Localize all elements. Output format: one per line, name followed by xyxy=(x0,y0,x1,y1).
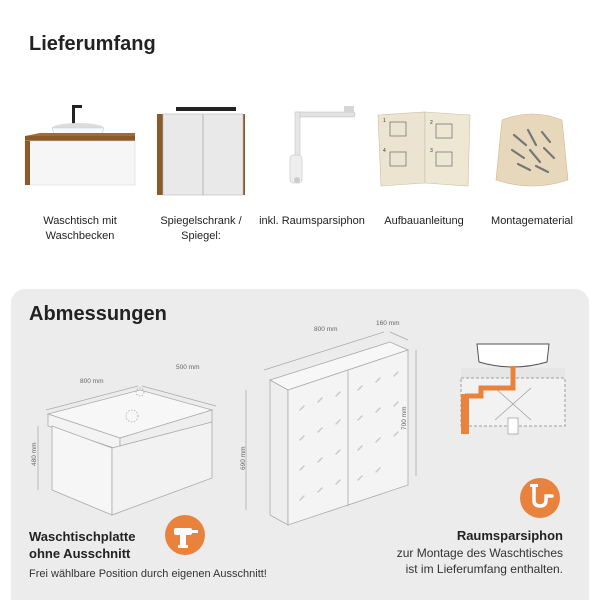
manual-step-1: 1 xyxy=(383,118,386,124)
item-mirror-cabinet xyxy=(141,100,261,244)
siphon-icon xyxy=(520,478,560,518)
siphon-badge xyxy=(520,478,560,518)
siphon-line2: ist im Lieferumfang enthalten. xyxy=(405,562,563,576)
bag-image xyxy=(472,100,592,200)
siphon-title: Raumsparsiphon xyxy=(456,528,563,543)
item-label-1: Waschtisch mit xyxy=(43,215,117,227)
item-label-5: Montagematerial xyxy=(491,215,573,227)
page-title: Lieferumfang xyxy=(29,33,156,55)
waschtisch-title-line2: ohne Ausschnitt xyxy=(29,546,131,561)
siphon-diagram xyxy=(455,340,570,440)
cabinet-height-right-label: 700 mm xyxy=(401,406,408,430)
drill-badge xyxy=(165,515,205,555)
item-label-1b: Waschbecken xyxy=(45,230,115,242)
siphon-image xyxy=(252,100,372,200)
item-mounting-material xyxy=(472,100,592,229)
vanity-height-label: 480 mm xyxy=(31,442,38,466)
item-siphon xyxy=(252,100,372,229)
cabinet-width-label: 800 mm xyxy=(314,326,338,333)
cabinet-drawing xyxy=(240,320,420,530)
item-label-3: inkl. Raumsparsiphon xyxy=(259,215,365,227)
delivery-items xyxy=(0,100,600,260)
siphon-line1: zur Montage des Waschtisches xyxy=(396,546,563,560)
waschtisch-title-line1: Waschtischplatte xyxy=(29,529,136,544)
cabinet-depth-label: 160 mm xyxy=(376,320,400,327)
manual-step-2: 2 xyxy=(430,120,433,126)
manual-step-4: 4 xyxy=(383,148,386,154)
dimensions-title: Abmessungen xyxy=(29,303,167,325)
drill-icon xyxy=(165,515,205,555)
waschtisch-subtitle: Frei wählbare Position durch eigenen Ausschnitt! xyxy=(29,568,267,580)
item-label-2: Spiegelschrank / xyxy=(160,215,242,227)
item-manual xyxy=(364,100,484,229)
vanity-image xyxy=(20,100,140,200)
cabinet-image xyxy=(141,100,261,200)
manual-image xyxy=(364,100,484,200)
manual-step-3: 3 xyxy=(430,148,433,154)
waschtisch-title xyxy=(29,528,135,562)
siphon-description xyxy=(323,545,563,577)
vanity-width-label: 800 mm xyxy=(80,378,104,385)
item-vanity xyxy=(20,100,140,244)
cabinet-height-left-label: 690 mm xyxy=(240,446,247,470)
vanity-depth-label: 500 mm xyxy=(176,364,200,371)
item-label-2b: Spiegel: xyxy=(181,230,221,242)
item-label-4: Aufbauanleitung xyxy=(384,215,464,227)
vanity-drawing xyxy=(30,350,230,520)
